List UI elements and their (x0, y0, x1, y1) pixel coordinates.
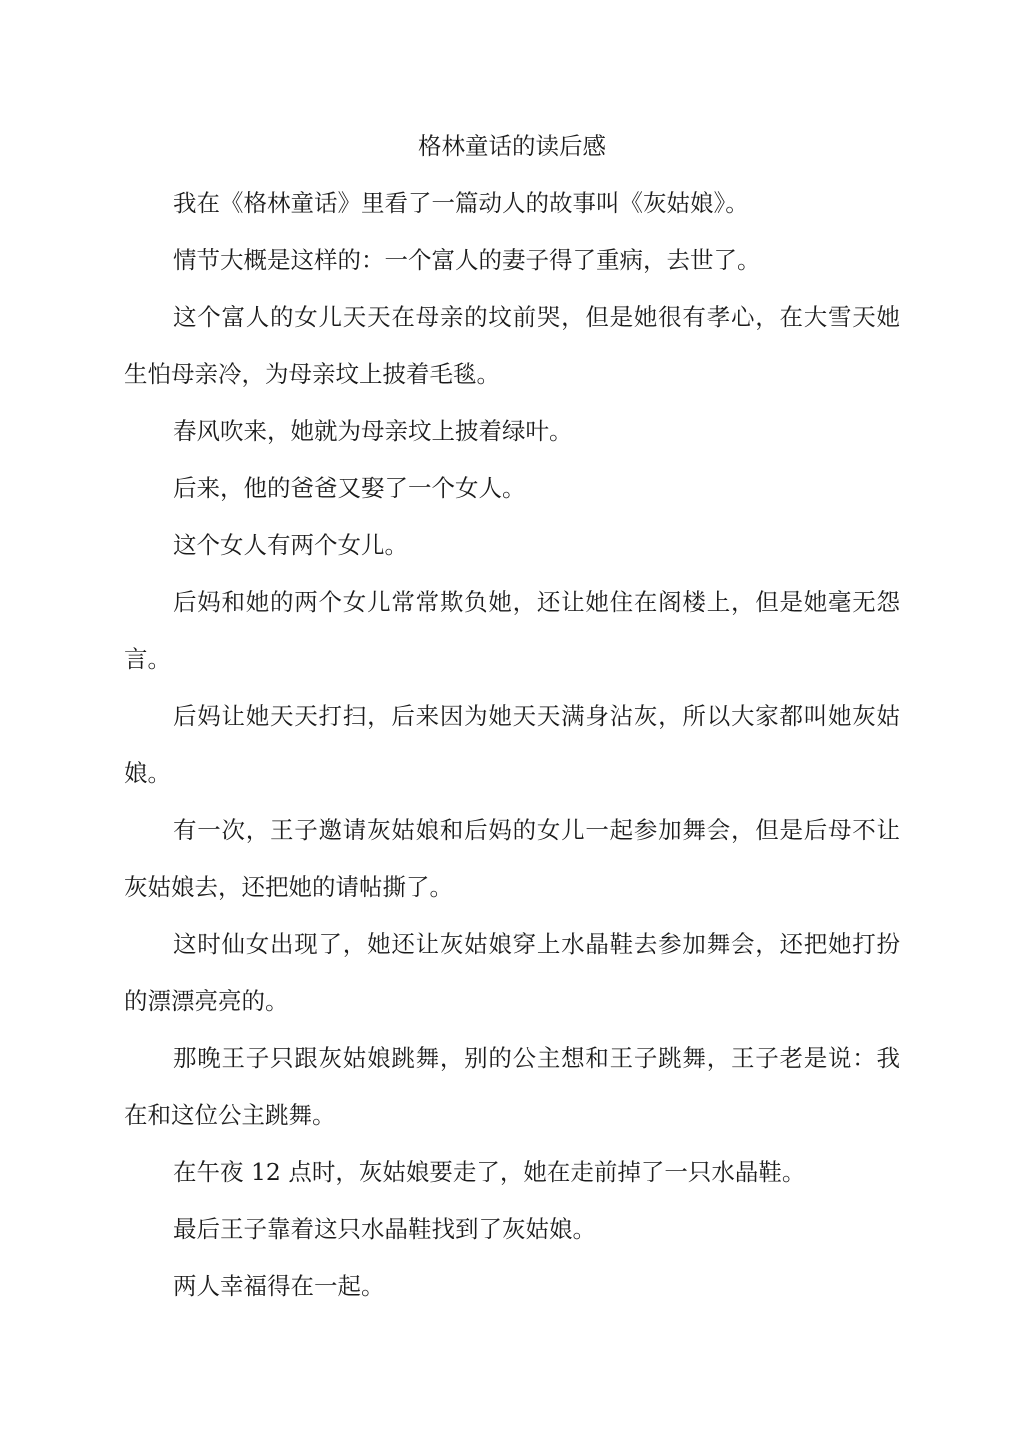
paragraph: 这时仙女出现了，她还让灰姑娘穿上水晶鞋去参加舞会，还把她打扮的漂漂亮亮的。 (124, 930, 900, 1015)
paragraph: 这个富人的女儿天天在母亲的坟前哭，但是她很有孝心，在大雪天她生怕母亲冷，为母亲坟上披着毛毯。 (124, 303, 900, 388)
paragraph: 情节大概是这样的：一个富人的妻子得了重病，去世了。 (173, 246, 761, 274)
paragraph: 这个女人有两个女儿。 (173, 531, 408, 559)
document-title: 格林童话的读后感 (418, 132, 606, 160)
paragraph: 后妈和她的两个女儿常常欺负她，还让她住在阁楼上，但是她毫无怨言。 (124, 588, 900, 673)
paragraph: 我在《格林童话》里看了一篇动人的故事叫《灰姑娘》。 (173, 189, 749, 217)
paragraph: 后来，他的爸爸又娶了一个女人。 (173, 474, 526, 502)
paragraph: 有一次，王子邀请灰姑娘和后妈的女儿一起参加舞会，但是后母不让灰姑娘去，还把她的请帖撕了。 (124, 816, 900, 901)
paragraph: 后妈让她天天打扫，后来因为她天天满身沾灰，所以大家都叫她灰姑娘。 (124, 702, 900, 787)
document-body (124, 118, 900, 1315)
paragraph: 那晚王子只跟灰姑娘跳舞，别的公主想和王子跳舞，王子老是说：我在和这位公主跳舞。 (124, 1044, 900, 1129)
paragraph: 两人幸福得在一起。 (173, 1272, 385, 1300)
paragraph: 在午夜 12 点时，灰姑娘要走了，她在走前掉了一只水晶鞋。 (173, 1158, 806, 1186)
paragraph: 春风吹来，她就为母亲坟上披着绿叶。 (173, 417, 573, 445)
paragraph: 最后王子靠着这只水晶鞋找到了灰姑娘。 (173, 1215, 596, 1243)
